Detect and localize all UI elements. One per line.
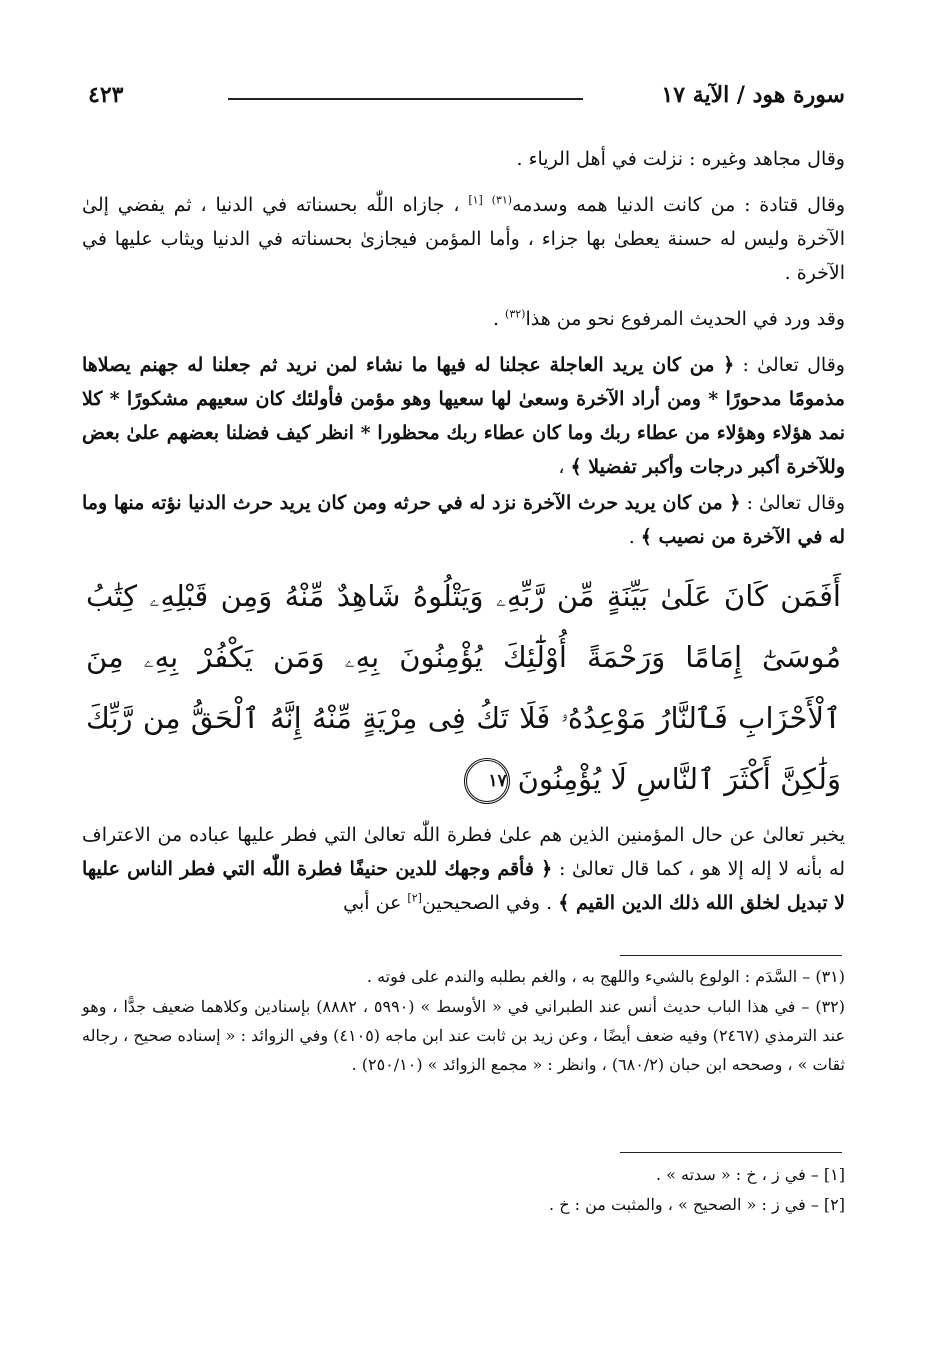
paragraph: وقال مجاهد وغيره : نزلت في أهل الرياء . bbox=[516, 148, 845, 170]
footnotes bbox=[82, 962, 845, 1080]
running-title: سورة هود / الآية ١٧ bbox=[661, 82, 845, 108]
ayah-number-marker: ١٧ bbox=[464, 758, 510, 804]
text-run: ، bbox=[558, 456, 571, 478]
running-header bbox=[88, 82, 845, 116]
quoted-verse: ﴿ من كان يريد العاجلة عجلنا له فيها ما نشاء لمن نريد ثم جعلنا له جهنم يصلاها مذمومًا مدحورًا * ومن أراد الآخرة وسعىٰ لها سعيها وهو مؤمن فأولئك كان سعيهم مشكورًا * كلا نمد هؤلاء وهؤلاء من عطاء ربك وما كان عطاء ربك محظورا * انظر كيف فضلنا بعضهم علىٰ بعض وللآخرة أكبر درجات وأكبر تفضيلا ﴾ bbox=[82, 354, 845, 478]
quoted-verse: ﴿ من كان يريد حرث الآخرة نزد له في حرثه ومن كان يريد حرث الدنيا نؤته منها وما له في الآخرة من نصيب ﴾ bbox=[82, 492, 845, 548]
paragraph bbox=[82, 486, 845, 554]
main-text bbox=[82, 142, 845, 932]
variant-notes bbox=[82, 1160, 845, 1220]
variant-ref: [٢] bbox=[407, 891, 422, 905]
text-run: وقال قتادة : من كانت الدنيا همه وسدمه bbox=[512, 194, 846, 216]
quran-text: أَفَمَن كَانَ عَلَىٰ بَيِّنَةٍ مِّن رَّبِّهِۦ وَيَتْلُوهُ شَاهِدٌ مِّنْهُ وَمِن قَبْلِهِۦ كِتَٰبُ مُوسَىٰٓ إِمَامًا وَرَحْمَةً أُوْلَٰٓئِكَ يُؤْمِنُونَ بِهِۦ وَمَن يَكْفُرْ بِهِۦ مِنَ ٱلْأَحْزَابِ فَٱلنَّارُ مَوْعِدُهُۥ فَلَا تَكُ فِى مِرْيَةٍ مِّنْهُ إِنَّهُ ٱلْحَقُّ مِن رَّبِّكَ وَلَٰكِنَّ أَكْثَرَ ٱلنَّاسِ لَا يُؤْمِنُونَ bbox=[86, 579, 841, 796]
text-run: . وفي الصحيحين bbox=[421, 892, 559, 914]
text-run: عن أبي bbox=[343, 892, 408, 914]
text-run: وقال تعالىٰ : bbox=[734, 354, 845, 376]
footnote-ref: (٣٢) bbox=[505, 307, 526, 321]
footnote: (٣٢) – في هذا الباب حديث أنس عند الطبراني في « الأوسط » (٥٩٩٠ ، ٨٨٨٢) بإسنادين وكلاهما ضعيف جدًّا ، وهو عند الترمذي (٢٤٦٧) وفيه ضعف أيضًا ، وعن زيد بن ثابت عند ابن ماجه (٤١٠٥) وفي الزوائد : « إسناده صحيح ، رجاله ثقات » ، وصححه ابن حبان (٦٨٠/٢) ، وانظر : « مجمع الزوائد » (٢٥٠/١٠) . bbox=[82, 997, 846, 1074]
footnote-ref: (٣١) bbox=[491, 193, 513, 207]
text-run: وقال تعالىٰ : bbox=[740, 492, 845, 514]
header-rule bbox=[228, 98, 583, 100]
footnote-separator bbox=[620, 955, 842, 956]
page-number: ٤٢٣ bbox=[88, 82, 124, 108]
variant-note: [١] – في ز ، خ : « سدته » . bbox=[655, 1165, 845, 1184]
quoted-verse: ﴿ فأقم وجهك للدين حنيفًا فطرة اللّٰه التي فطر الناس عليها لا تبديل لخلق الله ذلك الدين القيم ﴾ bbox=[82, 858, 845, 914]
text-run: ، جازاه اللّٰه بحسناته في الدنيا ، ثم يفضي إلىٰ الآخرة وليس له حسنة يعطىٰ بها جزاء ، وأما المؤمن فيجازىٰ بحسناته في الدنيا ويثاب عليها في الآخرة . bbox=[82, 194, 845, 284]
text-run: . bbox=[492, 308, 506, 330]
paragraph bbox=[82, 188, 845, 290]
variant-ref: [١] bbox=[468, 193, 483, 207]
paragraph bbox=[82, 348, 845, 484]
text-run: . bbox=[628, 526, 641, 548]
text-run: يخبر تعالىٰ عن حال المؤمنين الذين هم علىٰ فطرة اللّٰه تعالىٰ التي فطر عليها عباده من الاعتراف له بأنه لا إله إلا هو ، كما قال تعالىٰ : bbox=[82, 824, 845, 880]
variant-note: [٢] – في ز : « الصحيح » ، والمثبت من : خ . bbox=[549, 1195, 845, 1214]
text-run: وقد ورد في الحديث المرفوع نحو من هذا bbox=[525, 308, 845, 330]
paragraph bbox=[82, 302, 845, 336]
paragraph bbox=[82, 818, 845, 920]
variants-separator bbox=[620, 1152, 842, 1153]
footnote: (٣١) – السَّدَم : الولوع بالشيء واللهج به ، والغم بطلبه والندم على فوته . bbox=[366, 967, 845, 986]
quran-verse-block bbox=[82, 566, 845, 810]
